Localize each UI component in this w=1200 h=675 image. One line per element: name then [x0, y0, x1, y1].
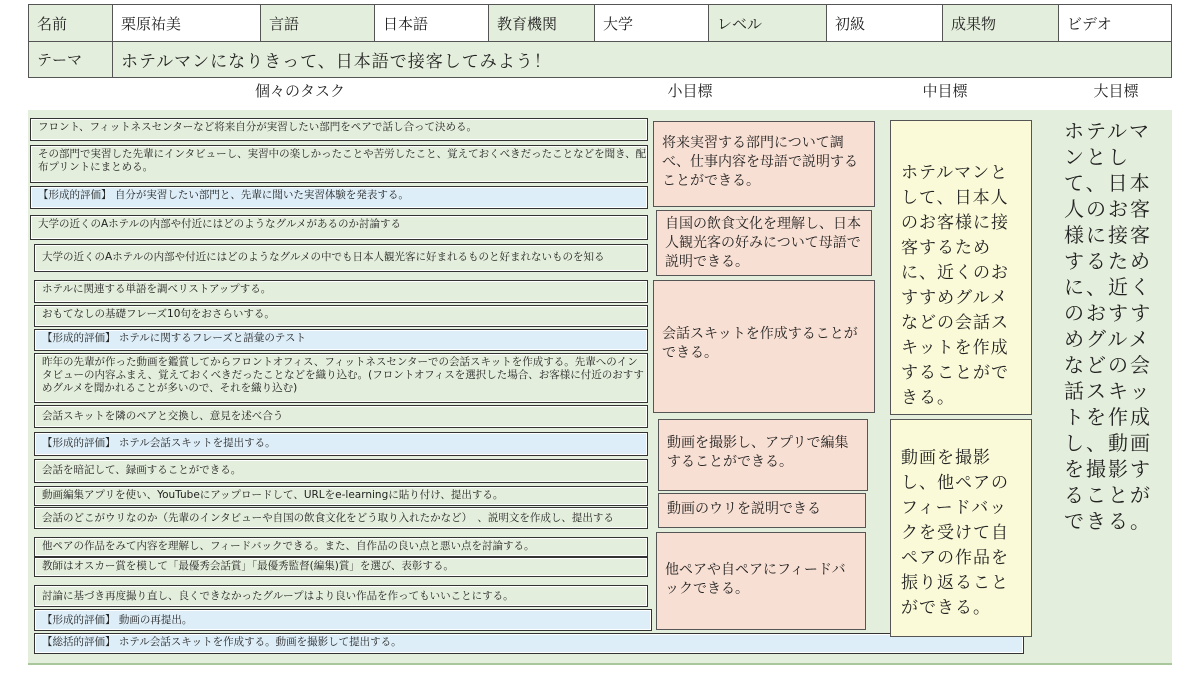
column-heading-mid-goals: 中目標 — [922, 82, 968, 100]
small-goal: 動画を撮影し、アプリで編集することができる。 — [658, 419, 868, 491]
task-item: 他ペアの作品をみて内容を理解し、フィードバックできる。また、自作品の良い点と悪い点を討論する。 — [34, 537, 648, 557]
header-label-level: レベル — [709, 5, 827, 42]
task-item: 会話を暗記して、録画することができる。 — [34, 459, 648, 483]
task-item-formative: 【形成的評価】 ホテル会話スキットを提出する。 — [34, 432, 648, 456]
task-item: おもてなしの基礎フレーズ10句をおさらいする。 — [34, 305, 648, 327]
task-item: 大学の近くのAホテルの内部や付近にはどのようなグルメがあるのか討論する — [30, 215, 648, 240]
panel-bottom-rule — [28, 663, 1172, 665]
task-item-formative: 【形成的評価】 ホテルに関するフレーズと語彙のテスト — [34, 329, 648, 351]
task-item-summative: 【総括的評価】 ホテル会話スキットを作成する。動画を撮影して提出する。 — [34, 633, 1024, 654]
task-item-formative: 【形成的評価】 自分が実習したい部門と、先輩に聞いた実習体験を発表する。 — [30, 186, 648, 209]
small-goal: 将来実習する部門について調べ、仕事内容を母語で説明することができる。 — [653, 121, 875, 207]
theme-value: ホテルマンになりきって、日本語で接客してみよう！ — [113, 42, 1171, 77]
task-item: ホテルに関連する単語を調べリストアップする。 — [34, 280, 648, 303]
big-goal: ホテルマンとして、日本人のお客様に接客するために、近くのおすすめグルメなどの会話スキットを作成し、動画を撮影することができる。 — [1064, 119, 1153, 533]
mid-goal: 動画を撮影し、他ペアのフィードバックを受けて自ペアの作品を振り返ることができる。 — [890, 419, 1032, 637]
task-item: その部門で実習した先輩にインタビューし、実習中の楽しかったことや苦労したこと、覚えておくべきだったことなどを聞き、配布プリントにまとめる。 — [30, 145, 648, 183]
header-value-level: 初級 — [827, 5, 943, 42]
small-goal: 会話スキットを作成することができる。 — [653, 280, 875, 413]
header-value-institution: 大学 — [595, 5, 709, 42]
header-value-product: ビデオ — [1059, 5, 1171, 42]
small-goal: 自国の飲食文化を理解し、日本人観光客の好みについて母語で説明できる。 — [656, 210, 872, 276]
task-item: 教師はオスカー賞を模して「最優秀会話賞」「最優秀監督(編集)賞」を選び、表彰する。 — [34, 557, 648, 577]
task-item: 昨年の先輩が作った動画を鑑賞してからフロントオフィス、フィットネスセンターでの会話スキットを作成する。先輩へのインタビューの内容ふまえ、覚えておくべきだったことなどを織り込む。(フロントオフィスを選択した場合、お客様に付近のおすすめグルメを聞かれることが多いので、それを織り込む) — [34, 353, 648, 403]
column-heading-big-goal: 大目標 — [1093, 82, 1139, 100]
header-table — [28, 4, 1172, 78]
task-item: 動画編集アプリを使い、YouTubeにアップロードして、URLをe-learningに貼り付け、提出する。 — [34, 486, 648, 506]
small-goal: 他ペアや自ペアにフィードバックできる。 — [656, 532, 866, 630]
task-item: 会話スキットを隣のペアと交換し、意見を述べ合う — [34, 405, 648, 428]
task-item: 会話のどこがウリなのか（先輩のインタビューや自国の飲食文化をどう取り入れたかなど） 、説明文を作成し、提出する — [34, 507, 648, 529]
small-goal: 動画のウリを説明できる — [658, 493, 866, 528]
task-item: 大学の近くのAホテルの内部や付近にはどのようなグルメの中でも日本人観光客に好まれるものと好まれないものを知る — [34, 244, 648, 272]
header-label-name: 名前 — [29, 5, 113, 42]
task-item: 討論に基づき再度撮り直し、良くできなかったグループはより良い作品を作ってもいいことにする。 — [34, 585, 648, 607]
header-label-product: 成果物 — [943, 5, 1059, 42]
task-item-formative: 【形成的評価】 動画の再提出。 — [34, 609, 652, 631]
header-value-name: 栗原祐美 — [113, 5, 261, 42]
column-heading-tasks: 個々のタスク — [254, 82, 345, 100]
header-label-language: 言語 — [261, 5, 375, 42]
header-label-institution: 教育機関 — [489, 5, 595, 42]
mid-goal: ホテルマンとして、日本人のお客様に接客するために、近くのおすすめグルメなどの会話スキットを作成することができる。 — [890, 120, 1032, 415]
theme-label: テーマ — [29, 42, 113, 77]
column-heading-small-goals: 小目標 — [667, 82, 713, 100]
header-value-language: 日本語 — [375, 5, 489, 42]
task-item: フロント、フィットネスセンターなど将来自分が実習したい部門をペアで話し合って決める。 — [30, 118, 648, 141]
